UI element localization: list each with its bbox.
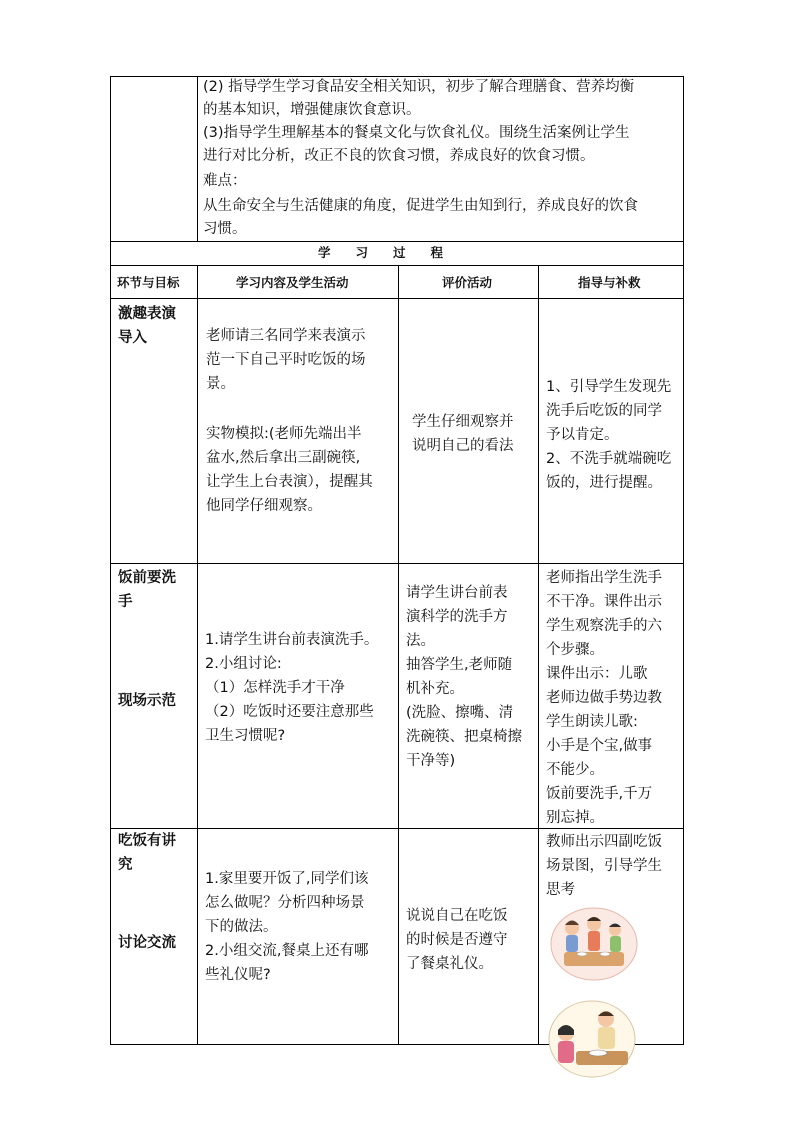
row3-evaluation-line-3: 了餐桌礼仪。 xyxy=(406,956,493,972)
row2-guidance-line-7: 学生朗读儿歌: xyxy=(546,714,638,730)
row3-guidance-line-2: 场景图，引导学生 xyxy=(546,858,662,874)
row1-guidance-line-5: 饭的，进行提醒。 xyxy=(546,475,662,491)
row1-content-line-2: 范一下自己平时吃饭的场 xyxy=(206,352,366,368)
row3-evaluation-line-1: 说说自己在吃饭 xyxy=(406,908,508,924)
row2-evaluation-line-7: 洗碗筷、把桌椅擦 xyxy=(406,729,522,745)
row1-content-line-6: 盆水,然后拿出三副碗筷, xyxy=(206,450,361,466)
row2-stage-line-1: 饭前要洗 xyxy=(118,570,176,586)
row3-content-line-3: 下的做法。 xyxy=(205,919,278,935)
row1-guidance-line-3: 予以肯定。 xyxy=(546,427,619,443)
column-header-stage: 环节与目标 xyxy=(117,275,180,290)
column-header-content: 学习内容及学生活动 xyxy=(236,275,349,290)
row2-evaluation-line-3: 法。 xyxy=(406,633,435,649)
row1-content-line-8: 他同学仔细观察。 xyxy=(206,498,322,514)
row1-stage-line-1: 激趣表演 xyxy=(118,306,176,322)
row2-guidance-line-8: 小手是个宝,做事 xyxy=(546,738,653,754)
row2-guidance-line-2: 不干净。课件出示 xyxy=(546,594,662,610)
column-header-evaluation: 评价活动 xyxy=(442,275,493,290)
row2-guidance-line-4: 个步骤。 xyxy=(546,642,604,658)
row3-guidance-line-3: 思考 xyxy=(546,882,575,898)
family-dinner-illustration-2 xyxy=(546,999,638,1079)
row2-evaluation-line-2: 演科学的洗手方 xyxy=(406,609,508,625)
row2-evaluation-line-5: 机补充。 xyxy=(406,681,464,697)
row2-content-line-2: 2.小组讨论: xyxy=(205,656,282,672)
row3-content-line-1: 1.家里要开饭了,同学们该 xyxy=(205,871,369,887)
col-line-left xyxy=(110,76,111,1045)
objective-3-line-2: 进行对比分析，改正不良的饮食习惯，养成良好的饮食习惯。 xyxy=(203,148,595,164)
difficulty-label: 难点： xyxy=(203,173,247,189)
process-title: 学 习 过 程 xyxy=(318,245,444,260)
row1-evaluation-line-1: 学生仔细观察并 xyxy=(412,414,514,430)
col-line-2 xyxy=(398,265,399,1045)
difficulty-line-2: 习惯。 xyxy=(203,221,247,237)
row2-content-line-4: （2）吃饭时还要注意那些 xyxy=(205,704,374,720)
col-line-3 xyxy=(538,265,539,1045)
objective-2-line-1: (2) 指导学生学习食品安全相关知识，初步了解合理膳食、营养均衡 xyxy=(203,79,635,95)
row2-stage-line-2: 手 xyxy=(118,594,133,610)
col-line-right xyxy=(683,76,684,1045)
row1-content-line-5: 实物模拟:(老师先端出半 xyxy=(206,426,362,442)
row1-evaluation-line-2: 说明自己的看法 xyxy=(412,438,514,454)
row1-guidance-line-2: 洗手后吃饭的同学 xyxy=(546,403,662,419)
row2-content-line-5: 卫生习惯呢? xyxy=(205,728,286,744)
row2-guidance-line-5: 课件出示：儿歌 xyxy=(546,666,648,682)
row3-evaluation-line-2: 的时候是否遵守 xyxy=(406,932,508,948)
row2-evaluation-line-8: 干净等) xyxy=(406,753,456,769)
row3-stage-sub: 讨论交流 xyxy=(118,935,176,951)
row1-guidance-line-4: 2、不洗手就端碗吃 xyxy=(546,451,672,467)
row2-stage-sub: 现场示范 xyxy=(118,693,176,709)
row2-guidance-line-3: 学生观察洗手的六 xyxy=(546,618,662,634)
objective-3-line-1: (3)指导学生理解基本的餐桌文化与饮食礼仪。围绕生活案例让学生 xyxy=(203,125,630,141)
row2-guidance-line-11: 别忘掉。 xyxy=(546,810,604,826)
objective-2-line-2: 的基本知识，增强健康饮食意识。 xyxy=(203,102,421,118)
row1-content-line-3: 景。 xyxy=(206,376,235,392)
row2-guidance-line-1: 老师指出学生洗手 xyxy=(546,570,662,586)
col-line-1-upper xyxy=(197,76,198,242)
family-dinner-illustration-1 xyxy=(548,904,640,982)
column-header-guidance: 指导与补救 xyxy=(578,275,641,290)
difficulty-line-1: 从生命安全与生活健康的角度，促进学生由知到行，养成良好的饮食 xyxy=(203,198,638,214)
row1-content-line-7: 让学生上台表演），提醒其 xyxy=(206,474,373,490)
row2-evaluation-line-1: 请学生讲台前表 xyxy=(406,585,508,601)
row3-content-line-2: 怎么做呢？分析四种场景 xyxy=(205,895,365,911)
row2-content-line-1: 1.请学生讲台前表演洗手。 xyxy=(205,632,379,648)
row2-guidance-line-9: 不能少。 xyxy=(546,762,604,778)
row3-guidance-line-1: 教师出示四副吃饭 xyxy=(546,834,662,850)
row3-stage-line-1: 吃饭有讲 xyxy=(118,833,176,849)
row1-guidance-line-1: 1、引导学生发现先 xyxy=(546,379,672,395)
row3-stage-line-2: 究 xyxy=(118,857,133,873)
col-line-1 xyxy=(197,265,198,1045)
row3-content-line-5: 些礼仪呢? xyxy=(205,967,271,983)
row3-content-line-4: 2.小组交流,餐桌上还有哪 xyxy=(205,943,369,959)
row2-guidance-line-6: 老师边做手势边教 xyxy=(546,690,662,706)
row2-evaluation-line-4: 抽答学生,老师随 xyxy=(406,657,513,673)
row2-evaluation-line-6: (洗脸、擦嘴、清 xyxy=(406,705,514,721)
row1-stage-line-2: 导入 xyxy=(118,330,147,346)
row2-guidance-line-10: 饭前要洗手,千万 xyxy=(546,786,653,802)
row1-content-line-1: 老师请三名同学来表演示 xyxy=(206,328,366,344)
row2-content-line-3: （1）怎样洗手才干净 xyxy=(205,680,345,696)
